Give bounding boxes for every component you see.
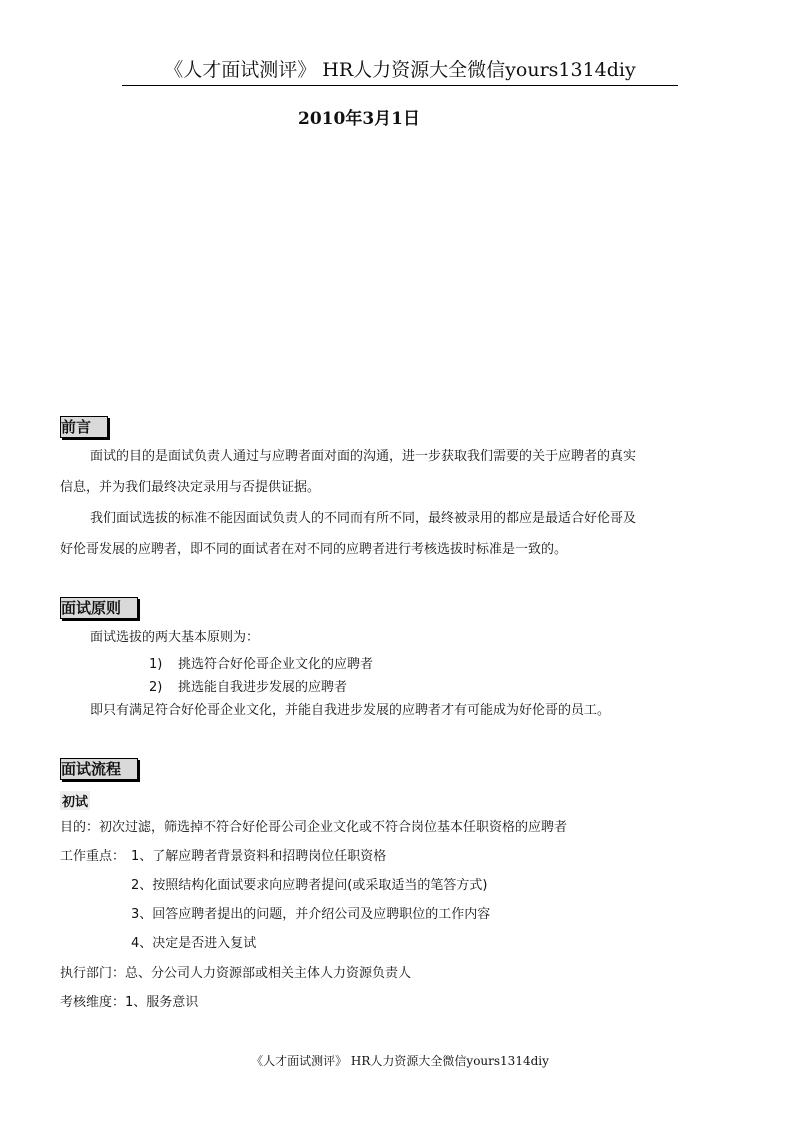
principle-item-text: 挑选符合好伦哥企业文化的应聘者 bbox=[178, 657, 374, 672]
process-focus-item: 1、了解应聘者背景资料和招聘岗位任职资格 bbox=[131, 849, 387, 864]
subsection-title-first-interview: 初试 bbox=[60, 791, 90, 810]
preface-paragraph-2-line-1: 我们面试选拔的标准不能因面试负责人的不同而有所不同，最终被录用的都应是最适合好伦哥及 bbox=[90, 511, 637, 526]
principles-conclusion: 即只有满足符合好伦哥企业文化，并能自我进步发展的应聘者才有可能成为好伦哥的员工。 bbox=[90, 703, 611, 718]
process-focus-item: 2、按照结构化面试要求向应聘者提问(或采取适当的笔答方式) bbox=[131, 878, 488, 893]
document-date: 2010年3月1日 bbox=[298, 109, 420, 129]
process-assessment: 考核维度：1、服务意识 bbox=[60, 995, 199, 1010]
process-focus-item: 4、决定是否进入复试 bbox=[131, 936, 257, 951]
principle-item-text: 挑选能自我进步发展的应聘者 bbox=[178, 680, 348, 695]
principle-item-number: 1) bbox=[149, 657, 163, 672]
principle-item-number: 2) bbox=[149, 680, 163, 695]
process-focus-label: 工作重点： bbox=[60, 849, 126, 864]
preface-paragraph-1-line-1: 面试的目的是面试负责人通过与应聘者面对面的沟通，进一步获取我们需要的关于应聘者的真实 bbox=[90, 449, 637, 464]
process-focus-item: 3、回答应聘者提出的问题，并介绍公司及应聘职位的工作内容 bbox=[131, 907, 491, 922]
process-department: 执行部门：总、分公司人力资源部或相关主体人力资源负责人 bbox=[60, 966, 412, 981]
process-purpose: 目的：初次过滤，筛选掉不符合好伦哥公司企业文化或不符合岗位基本任职资格的应聘者 bbox=[60, 820, 568, 835]
section-title-process: 面试流程 bbox=[60, 758, 138, 780]
section-title-preface: 前言 bbox=[60, 416, 108, 438]
preface-paragraph-2-line-2: 好伦哥发展的应聘者，即不同的面试者在对不同的应聘者进行考核选拔时标准是一致的。 bbox=[60, 542, 568, 557]
principles-intro: 面试选拔的两大基本原则为： bbox=[90, 630, 260, 645]
page-header: 《人才面试测评》 HR人力资源大全微信yours1314diy bbox=[122, 55, 678, 86]
preface-paragraph-1-line-2: 信息，并为我们最终决定录用与否提供证据。 bbox=[60, 480, 321, 495]
page-footer: 《人才面试测评》 HR人力资源大全微信yours1314diy bbox=[251, 1054, 549, 1068]
section-title-principles: 面试原则 bbox=[60, 597, 138, 619]
